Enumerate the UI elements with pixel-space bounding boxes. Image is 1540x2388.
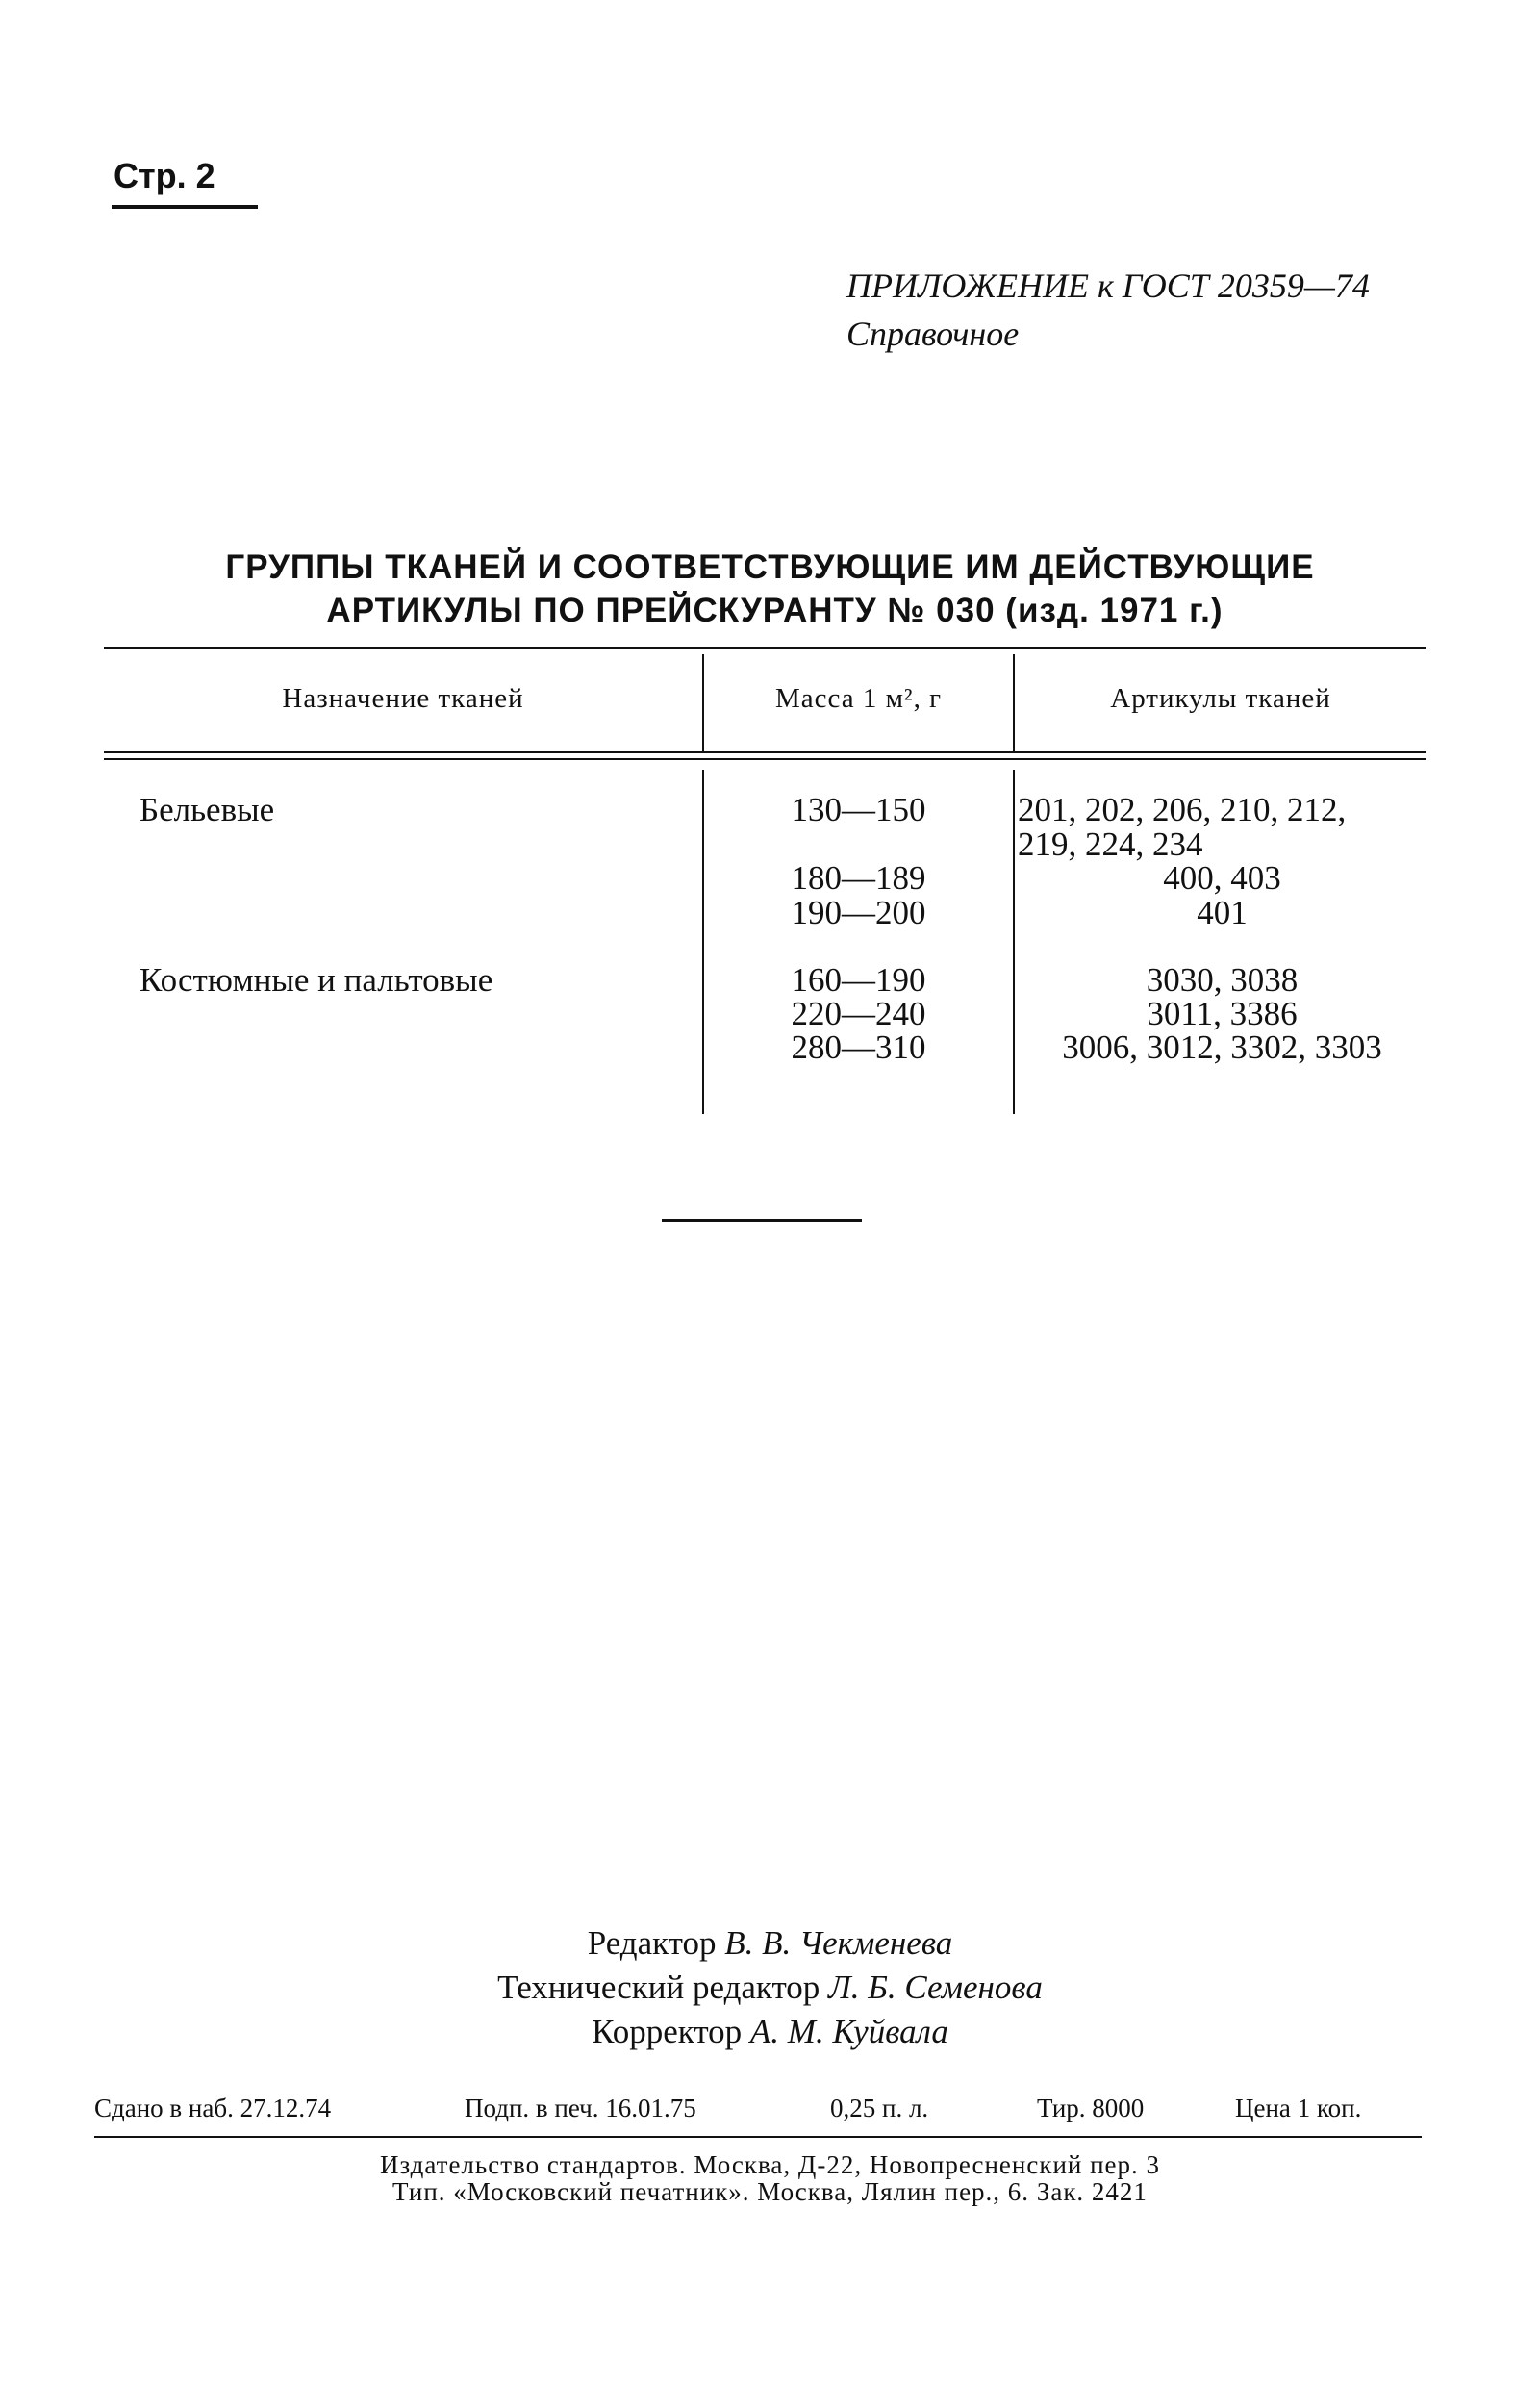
credit-label: Корректор — [592, 2013, 743, 2050]
credit-label: Редактор — [587, 1924, 717, 1962]
mass-cell: 160—190 — [791, 961, 926, 999]
appendix-type: Справочное — [846, 315, 1020, 353]
articles-cell: 3006, 3012, 3302, 3303 — [1062, 1029, 1382, 1066]
section-separator — [662, 1219, 862, 1222]
page-number-rule — [112, 205, 258, 209]
imprint-print-run: Тир. 8000 — [1037, 2094, 1145, 2122]
mass-cell: 220—240 — [791, 995, 926, 1032]
mass-cell: 190—200 — [791, 894, 926, 931]
mass-cell: 130—150 — [791, 791, 926, 828]
footer-printer: Тип. «Московский печатник». Москва, Лялин пер., 6. Зак. 2421 — [392, 2177, 1148, 2206]
appendix-heading — [846, 262, 1370, 358]
title-line-2: АРТИКУЛЫ ПО ПРЕЙСКУРАНТУ № 030 (изд. 1971 г.) — [326, 592, 1224, 629]
group-name: Костюмные и пальтовые — [139, 961, 493, 999]
mass-cell: 280—310 — [791, 1029, 926, 1066]
appendix-line: ПРИЛОЖЕНИЕ к ГОСТ 20359—74 — [846, 267, 1370, 305]
credit-corrector — [0, 2010, 1540, 2054]
articles-cell: 3030, 3038 — [1146, 961, 1299, 999]
table-title — [0, 546, 1540, 632]
articles-cell: 3011, 3386 — [1147, 995, 1298, 1032]
credit-editor — [0, 1921, 1540, 1966]
articles-cell: 401 — [1197, 894, 1248, 931]
group-name: Бельевые — [139, 791, 275, 828]
footer-publisher: Издательство стандартов. Москва, Д-22, Новопресненский пер. 3 — [379, 2150, 1161, 2179]
credit-name: В. В. Чекменева — [724, 1924, 953, 1962]
imprint-sheets: 0,25 п. л. — [830, 2094, 929, 2122]
publisher-footer — [0, 2151, 1540, 2205]
header-purpose: Назначение тканей — [282, 683, 524, 714]
credit-name: Л. Б. Семенова — [828, 1969, 1043, 2006]
articles-cell: 400, 403 — [1163, 859, 1281, 897]
title-line-1: ГРУППЫ ТКАНЕЙ И СООТВЕТСТВУЮЩИЕ ИМ ДЕЙСТВУЮЩИЕ — [225, 548, 1315, 586]
imprint-signed: Подп. в печ. 16.01.75 — [465, 2094, 696, 2122]
table-header-rule — [104, 758, 1426, 760]
imprint-price: Цена 1 коп. — [1235, 2094, 1362, 2122]
credit-tech-editor — [0, 1966, 1540, 2010]
table-header-rule — [104, 751, 1426, 753]
imprint-submitted: Сдано в наб. 27.12.74 — [94, 2094, 332, 2122]
mass-cell: 180—189 — [791, 859, 926, 897]
column-divider — [1013, 770, 1015, 1114]
header-articles: Артикулы тканей — [1110, 683, 1331, 714]
credits-block — [0, 1921, 1540, 2054]
page-number: Стр. 2 — [114, 156, 215, 195]
imprint-rule — [94, 2136, 1422, 2138]
articles-cell: 219, 224, 234 — [1018, 826, 1203, 863]
table-top-rule — [104, 647, 1426, 649]
credit-name: А. М. Куйвала — [749, 2013, 948, 2050]
articles-cell: 201, 202, 206, 210, 212, — [1018, 791, 1347, 828]
credit-label: Технический редактор — [497, 1969, 820, 2006]
header-mass: Масса 1 м², г — [774, 683, 943, 714]
